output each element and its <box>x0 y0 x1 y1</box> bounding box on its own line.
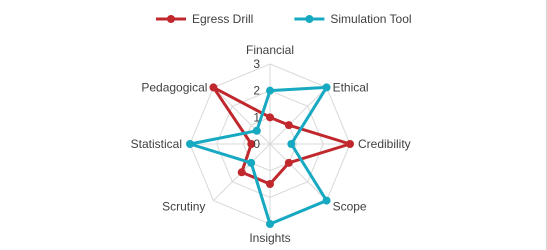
category-label-insights: Insights <box>249 231 291 245</box>
data-point-simulation-tool-0 <box>266 87 274 95</box>
legend-label-simulation-tool: Simulation Tool <box>330 12 412 26</box>
legend-label-egress-drill: Egress Drill <box>192 12 254 26</box>
data-point-egress-drill-3 <box>285 159 293 167</box>
tick-label-0: 0 <box>253 137 260 151</box>
data-point-egress-drill-5 <box>238 168 246 176</box>
category-label-credibility: Credibility <box>358 137 411 151</box>
category-label-statistical: Statistical <box>130 137 182 151</box>
data-point-egress-drill-1 <box>285 121 293 129</box>
legend-marker-egress-drill <box>167 15 175 23</box>
data-point-simulation-tool-2 <box>287 140 295 148</box>
data-point-egress-drill-4 <box>266 180 274 188</box>
category-label-scrutiny: Scrutiny <box>162 199 206 214</box>
data-point-simulation-tool-6 <box>186 140 194 148</box>
category-label-ethical: Ethical <box>332 80 369 95</box>
data-point-egress-drill-7 <box>209 83 217 91</box>
tick-label-3: 3 <box>253 57 260 71</box>
data-point-egress-drill-2 <box>346 140 354 148</box>
category-label-scope: Scope <box>332 199 367 214</box>
tick-label-2: 2 <box>253 83 260 98</box>
data-point-simulation-tool-3 <box>323 197 331 205</box>
data-point-simulation-tool-5 <box>247 159 255 167</box>
data-point-simulation-tool-4 <box>266 220 274 228</box>
legend-marker-simulation-tool <box>305 15 313 23</box>
tick-label-1: 1 <box>253 110 260 125</box>
category-label-pedagogical: Pedagogical <box>141 80 208 95</box>
data-point-simulation-tool-7 <box>253 127 261 135</box>
data-point-egress-drill-0 <box>266 113 274 121</box>
category-label-financial: Financial <box>245 43 295 57</box>
data-point-simulation-tool-1 <box>323 83 331 91</box>
